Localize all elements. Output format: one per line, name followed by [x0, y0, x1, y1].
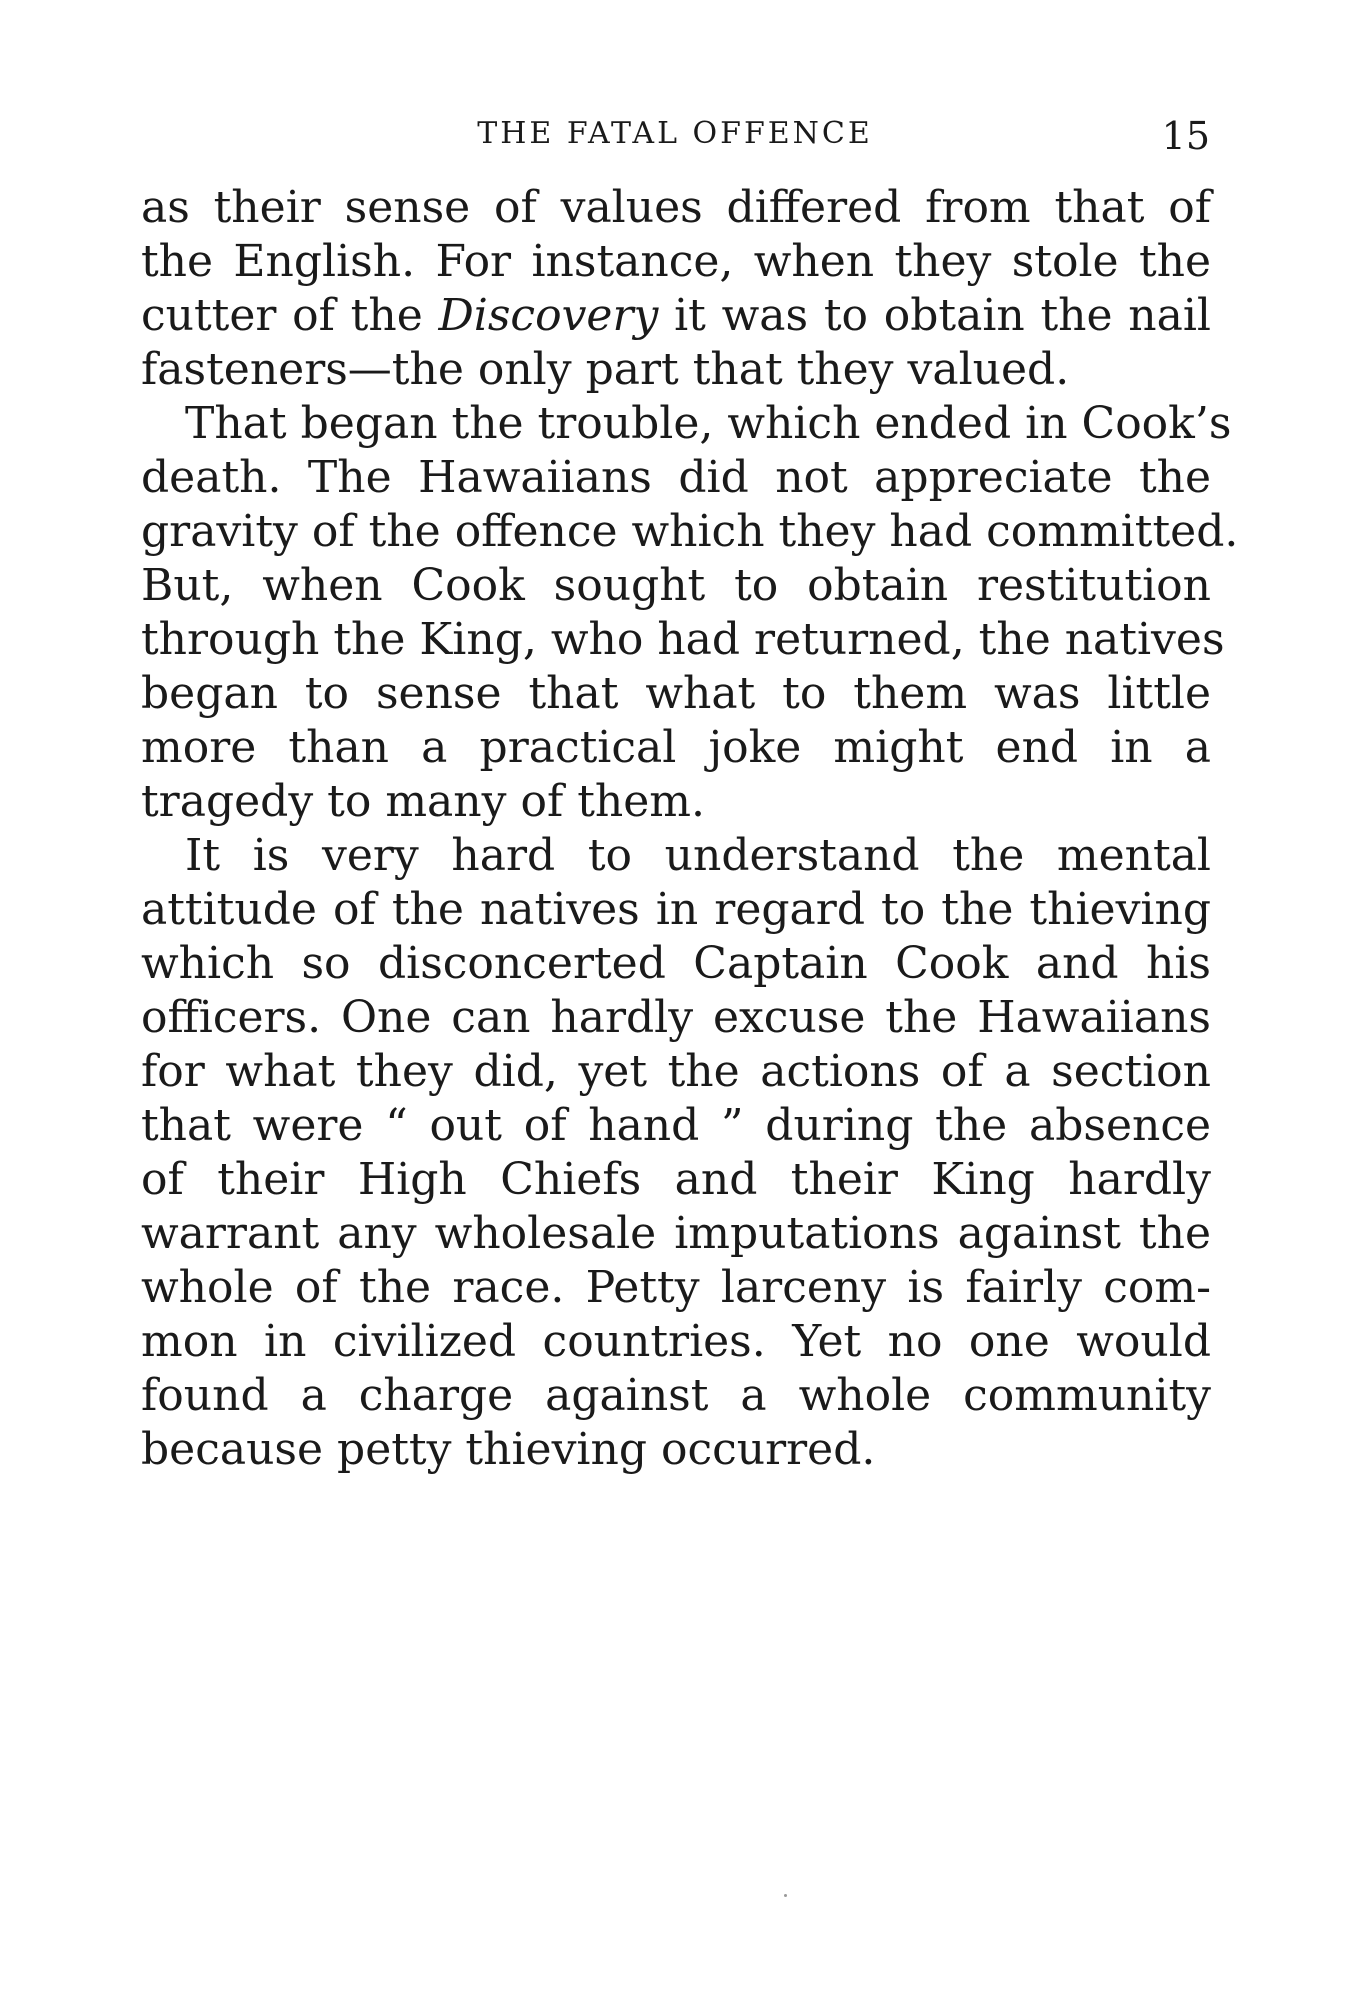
text-line: which so disconcerted Captain Cook and his	[141, 938, 1211, 989]
text-line: But, when Cook sought to obtain restitution	[141, 560, 1211, 611]
body-text	[141, 181, 1239, 1477]
text-fragment: it was to obtain the nail	[674, 290, 1211, 341]
text-line: It is very hard to understand the mental	[185, 830, 1211, 881]
text-line: warrant any wholesale imputations against the	[141, 1208, 1211, 1259]
paper-speck	[784, 1894, 787, 1897]
text-line: whole of the race. Petty larceny is fairly com-	[141, 1262, 1211, 1313]
text-line: That began the trouble, which ended in Cook’s	[185, 398, 1232, 449]
running-head	[140, 112, 1210, 156]
text-line: through the King, who had returned, the natives	[141, 614, 1225, 665]
text-line: that were “ out of hand ” during the absence	[141, 1100, 1211, 1151]
text-line: found a charge against a whole community	[141, 1370, 1211, 1421]
text-line: of their High Chiefs and their King hardly	[141, 1154, 1211, 1205]
text-line: the English. For instance, when they stole the	[141, 236, 1211, 287]
paragraph-1	[141, 181, 1211, 397]
paragraph-3	[141, 829, 1211, 1477]
text-line: for what they did, yet the actions of a section	[141, 1046, 1211, 1097]
text-line: tragedy to many of them.	[141, 776, 705, 827]
text-line: more than a practical joke might end in a	[141, 722, 1211, 773]
text-line: death. The Hawaiians did not appreciate the	[141, 452, 1211, 503]
text-line: as their sense of values differed from that of	[141, 182, 1211, 233]
running-title: THE FATAL OFFENCE	[477, 116, 873, 151]
text-line: attitude of the natives in regard to the thieving	[141, 884, 1211, 935]
page-number: 15	[1161, 114, 1210, 158]
text-line: gravity of the offence which they had committed.	[141, 506, 1239, 557]
text-fragment: cutter of the	[141, 290, 439, 341]
text-line	[141, 289, 1211, 343]
text-line: mon in civilized countries. Yet no one would	[141, 1316, 1211, 1367]
text-line: fasteners—the only part that they valued.	[141, 344, 1070, 395]
text-line: began to sense that what to them was little	[141, 668, 1211, 719]
italic-ship-name: Discovery	[438, 290, 659, 341]
paragraph-2	[141, 397, 1239, 829]
text-line: officers. One can hardly excuse the Hawaiians	[141, 992, 1211, 1043]
text-line: because petty thieving occurred.	[141, 1424, 876, 1475]
